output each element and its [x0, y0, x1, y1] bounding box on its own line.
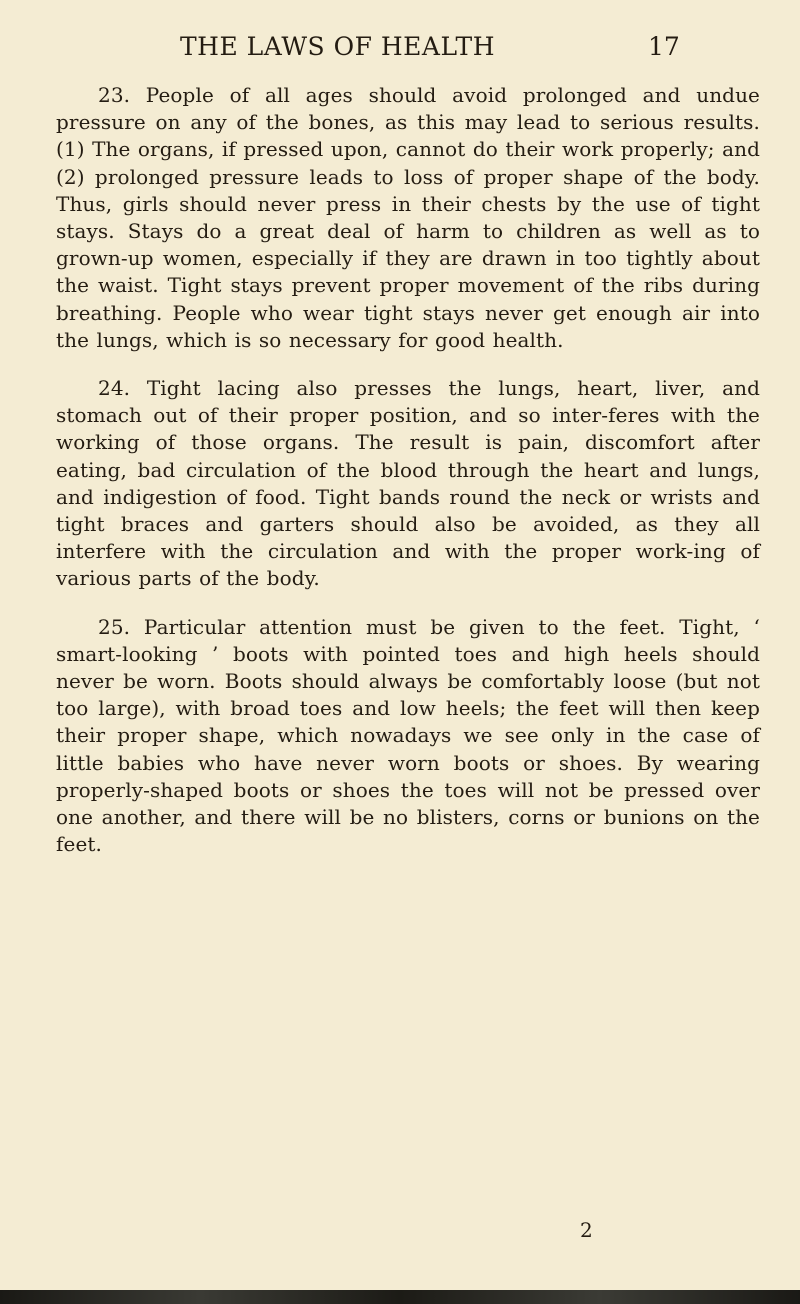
signature-mark: 2: [580, 1218, 593, 1242]
page-header: [0, 32, 800, 66]
paragraph-23: 23. People of all ages should avoid prolonged and undue pressure on any of the bones, as this may lead to serious results. (1) The organs, if pressed upon, cannot do their work properly; and (2) prolonged pressure leads to loss of proper shape of the body. Thus, girls should never press in their chests by the use of tight stays. Stays do a great deal of harm to children as well as to grown-up women, especially if they are drawn in too tightly about the waist. Tight stays prevent proper movement of the ribs during breathing. People who wear tight stays never get enough air into the lungs, which is so necessary for good health.: [56, 83, 760, 352]
body-text: [56, 82, 760, 879]
page-bottom-edge: [0, 1290, 800, 1304]
paragraph-25: 25. Particular attention must be given to the feet. Tight, ‘ smart-looking ’ boots with pointed toes and high heels should never be worn. Boots should always be comfortably loose (but not too large), with broad toes and low heels; the feet will then keep their proper shape, which nowadays we see only in the case of little babies who have never worn boots or shoes. By wearing properly-shaped boots or shoes the toes will not be pressed over one another, and there will be no blisters, corns or bunions on the feet.: [56, 614, 760, 857]
running-head: THE LAWS OF HEALTH: [180, 32, 496, 61]
page-number: 17: [648, 32, 680, 61]
paragraph-24: 24. Tight lacing also presses the lungs, heart, liver, and stomach out of their proper position, and so inter-feres with the working of those organs. The result is pain, discomfort after eating, bad circulation of the blood through the heart and lungs, and indigestion of food. Tight bands round the neck or wrists and tight braces and garters should also be avoided, as they all interfere with the circulation and with the proper work-ing of various parts of the body.: [56, 376, 760, 591]
